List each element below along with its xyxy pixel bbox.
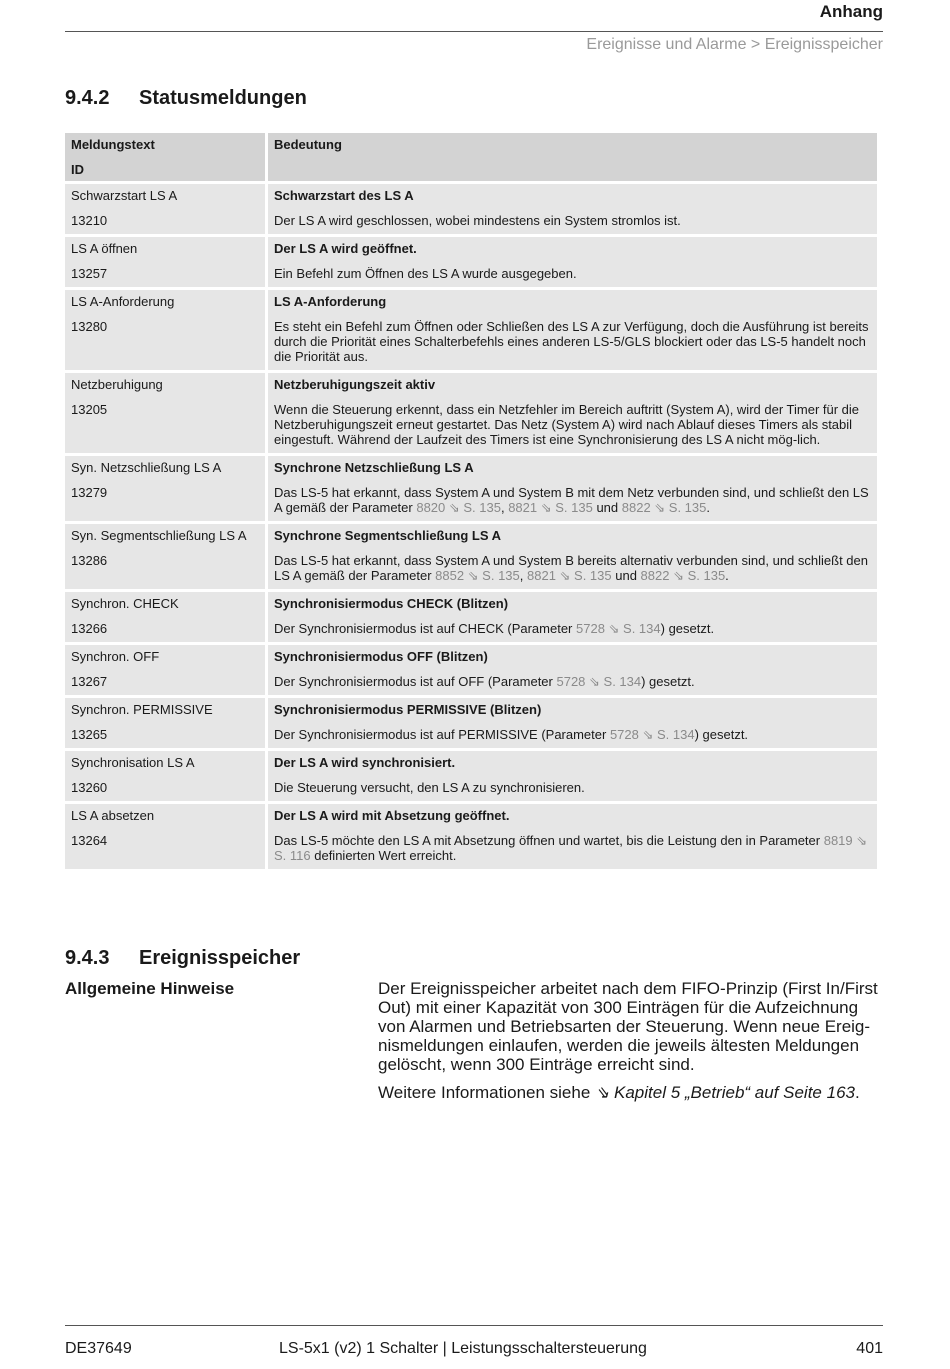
parameter-reference-link[interactable]: 5728 ⇘ S. 134 [609,727,695,742]
message-id: 13205 [71,402,108,417]
meaning-title: Synchronisiermodus CHECK (Blitzen) [274,596,509,611]
description-end: ) gesetzt. [694,727,749,742]
table-row [65,184,877,234]
message-cell [65,290,265,370]
message-text: Netzberuhigung [71,377,163,392]
message-cell [65,184,265,234]
separator: , [500,500,509,515]
message-text: Synchron. CHECK [71,596,179,611]
section-number: 9.4.3 [65,947,110,969]
more-info-text: Weitere Informationen siehe [378,1083,596,1102]
parameter-reference-link[interactable]: 8821 ⇘ S. 135 [527,568,612,583]
description-end: definierten Wert erreicht. [310,848,457,863]
meaning-cell [268,184,877,234]
general-notes-heading: Allgemeine Hinweise [65,979,235,998]
message-cell [65,524,265,589]
message-text: Synchronisation LS A [71,755,195,770]
table-row [65,290,877,370]
message-cell [65,804,265,869]
message-text: LS A-Anforderung [71,294,175,309]
meaning-description [274,621,871,636]
meaning-cell [268,592,877,642]
meaning-title: Synchronisiermodus PERMISSIVE (Blitzen) [274,702,542,717]
footer-doc-number: DE37649 [65,1340,132,1357]
table-header-row [65,133,877,181]
meaning-cell [268,373,877,453]
meaning-title: Der LS A wird synchronisiert. [274,755,456,770]
description-text: Das LS-5 hat erkannt, dass System A und System B bereits alternativ verbunden sind, und schließt den LS A gemäß der Parameter [274,553,868,583]
section-number: 9.4.2 [65,87,110,109]
message-id: 13280 [71,319,108,334]
meaning-description [274,727,871,742]
meaning-cell [268,456,877,521]
message-id: 13286 [71,553,108,568]
meaning-description: Die Steuerung versucht, den LS A zu synchronisieren. [274,780,585,795]
more-info-paragraph [378,1083,883,1102]
message-text: Schwarzstart LS A [71,188,178,203]
footer-divider [65,1325,883,1326]
message-text: Synchron. PERMISSIVE [71,702,213,717]
meaning-cell [268,751,877,801]
message-cell [65,237,265,287]
message-id: 13279 [71,485,108,500]
meaning-cell [268,645,877,695]
parameter-reference-link[interactable]: 8820 ⇘ S. 135 [416,500,501,515]
meaning-description: Wenn die Steuerung erkennt, dass ein Netzfehler im Bereich auftritt (System A), wird der Timer für die Netzberuhigungszeit erneut gestartet. Das Netz (System A) wird nach Ablauf dieses Timers als stabil eingestuft. Während der Laufzeit des Timers ist eine Synchronisierung des LS A nicht mög-lich. [274,402,860,447]
header-divider [65,31,883,32]
parameter-reference-link[interactable]: 5728 ⇘ S. 134 [556,674,642,689]
meaning-description [274,833,871,863]
chapter-link[interactable]: ⇘ Kapitel 5 „Betrieb“ auf Seite 163 [595,1083,855,1102]
meaning-description: Ein Befehl zum Öffnen des LS A wurde ausgegeben. [274,266,577,281]
meaning-cell [268,237,877,287]
section-heading-ereignisspeicher [65,947,300,970]
meaning-cell [268,524,877,589]
message-cell [65,751,265,801]
meaning-cell [268,698,877,748]
message-id: 13210 [71,213,108,228]
table-row [65,524,877,589]
message-cell [65,373,265,453]
header-chapter: Anhang [819,2,883,21]
message-cell [65,698,265,748]
parameter-reference-link[interactable]: 8821 ⇘ S. 135 [508,500,593,515]
parameter-reference-link[interactable]: 8852 ⇘ S. 135 [435,568,520,583]
description-text: Der Synchronisiermodus ist auf PERMISSIVE (Parameter [274,727,610,742]
message-cell [65,645,265,695]
parameter-reference-link[interactable]: 8822 ⇘ S. 135 [640,568,726,583]
description-end: . [706,500,710,515]
message-cell [65,592,265,642]
meaning-description [274,553,871,583]
description-end: . [725,568,729,583]
table-row [65,645,877,695]
header-id: ID [71,162,84,177]
message-text: Synchron. OFF [71,649,160,664]
meaning-title: Schwarzstart des LS A [274,188,414,203]
footer-title: LS-5x1 (v2) 1 Schalter | Leistungsschaltersteuerung [279,1340,647,1357]
page-number: 401 [856,1340,883,1357]
meaning-title: LS A-Anforderung [274,294,387,309]
meaning-description: Der LS A wird geschlossen, wobei mindestens ein System stromlos ist. [274,213,681,228]
message-text: Syn. Segmentschließung LS A [71,528,247,543]
table-row [65,237,877,287]
meaning-title: Der LS A wird geöffnet. [274,241,417,256]
parameter-reference-link[interactable]: 8822 ⇘ S. 135 [621,500,707,515]
description-end: ) gesetzt. [660,621,715,636]
message-id: 13264 [71,833,108,848]
meaning-title: Synchrone Netzschließung LS A [274,460,474,475]
message-id: 13267 [71,674,108,689]
table-row [65,804,877,869]
parameter-reference-link[interactable]: 5728 ⇘ S. 134 [576,621,661,636]
message-id: 13265 [71,727,108,742]
meaning-cell [268,804,877,869]
meaning-description [274,674,871,689]
meaning-title: Der LS A wird mit Absetzung geöffnet. [274,808,510,823]
meaning-title: Synchrone Segmentschließung LS A [274,528,502,543]
table-row [65,373,877,453]
message-id: 13257 [71,266,108,281]
meaning-title: Netzberuhigungszeit aktiv [274,377,436,392]
message-cell [65,456,265,521]
message-text: Syn. Netzschließung LS A [71,460,222,475]
status-messages-table [62,130,880,872]
description-text: Der Synchronisiermodus ist auf OFF (Parameter [274,674,557,689]
header-cell-meaning [268,133,877,181]
meaning-cell [268,290,877,370]
header-message-text: Meldungstext [71,137,155,152]
message-text: LS A öffnen [71,241,138,256]
message-id: 13260 [71,780,108,795]
section-title: Ereignisspeicher [139,947,301,969]
breadcrumb: Ereignisse und Alarme > Ereignisspeicher [586,36,883,53]
description-text: Das LS-5 möchte den LS A mit Absetzung öffnen und wartet, bis die Leistung den in Parameter [274,833,824,848]
meaning-title: Synchronisiermodus OFF (Blitzen) [274,649,488,664]
header-cell-message [65,133,265,181]
meaning-description: Es steht ein Befehl zum Öffnen oder Schließen des LS A zur Verfügung, doch die Ausführung ist bereits durch die Priorität eines Schalterbefehls eines anderen LS-5/GLS blockiert oder das LS-5 handelt noch die Priorität aus. [274,319,869,364]
table-row [65,456,877,521]
message-text: LS A absetzen [71,808,155,823]
meaning-description [274,485,871,515]
more-info-end: . [854,1083,860,1102]
separator: und [611,568,641,583]
header-meaning: Bedeutung [274,137,342,152]
parameter-reference-link[interactable]: 8819 ⇘ S. 116 [274,833,868,863]
table-row [65,751,877,801]
description-text: Der Synchronisiermodus ist auf CHECK (Parameter [274,621,576,636]
separator: und [592,500,622,515]
table-row [65,698,877,748]
description-text: Das LS-5 hat erkannt, dass System A und System B mit dem Netz verbunden sind, und schließt den LS A gemäß der Parameter [274,485,869,515]
section-heading-statusmeldungen [65,87,307,110]
general-notes-paragraph: Der Ereignisspeicher arbeitet nach dem FIFO-Prinzip (First In/First Out) mit einer Kapazität von 300 Einträgen für die Aufzeichnung von Alarmen und Betriebsarten der Steuerung. Wenn neue Ereig-nismeldungen einlaufen, werden die jeweils ältesten Meldungen gelöscht, wenn 300 Einträge erreicht sind. [378,979,878,1074]
description-end: ) gesetzt. [641,674,695,689]
message-id: 13266 [71,621,108,636]
table-row [65,592,877,642]
section-title: Statusmeldungen [139,87,307,109]
separator: , [519,568,527,583]
